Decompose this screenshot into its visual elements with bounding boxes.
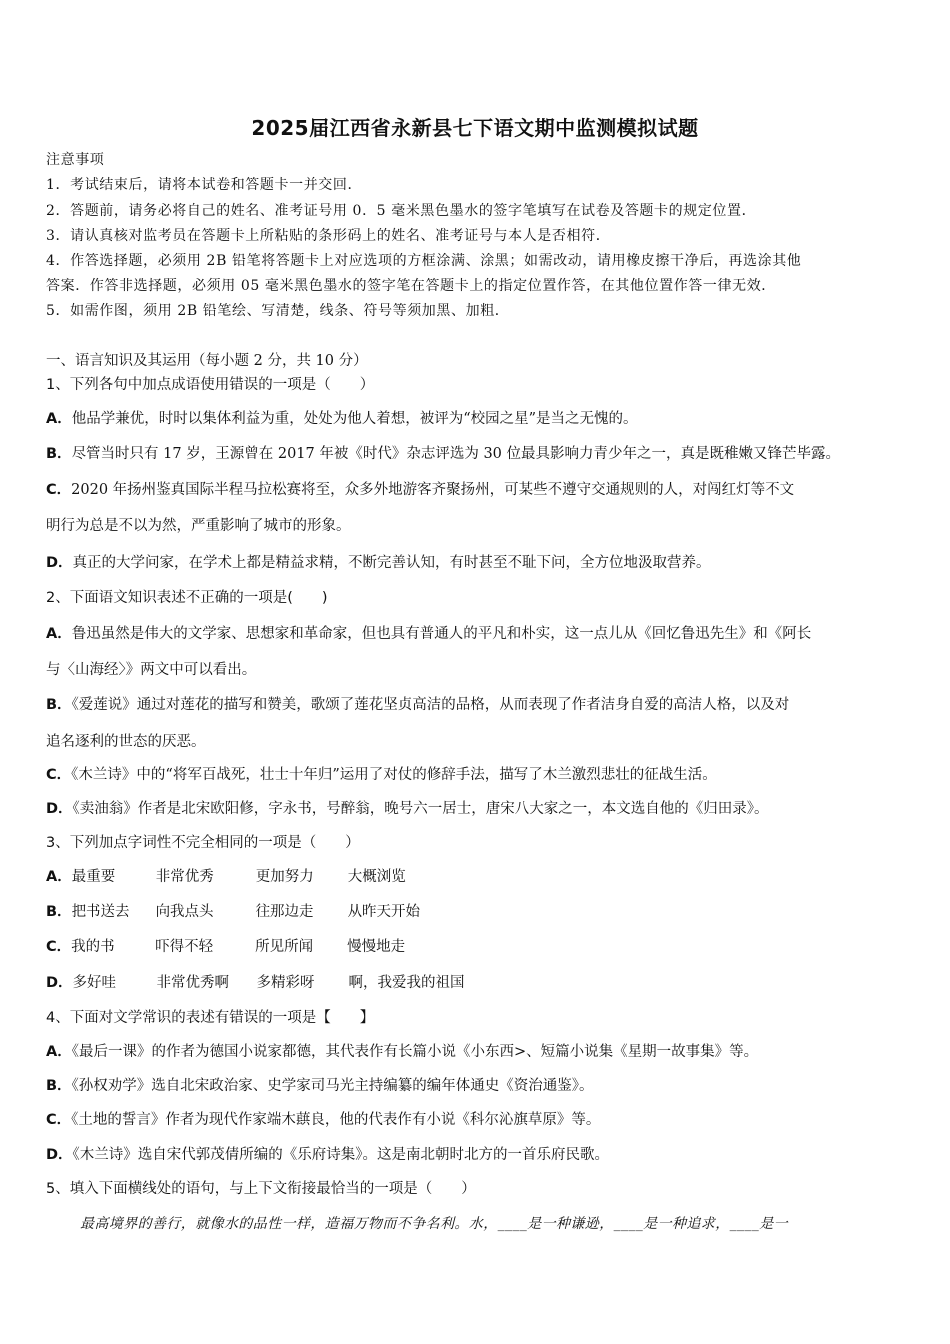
q2-option-d: D．《卖油翁》作者是北宋欧阳修，字永书，号醉翁，晚号六一居士，唐宋八大家之一，本文选自他的《归田录》。	[46, 801, 769, 817]
q2-option-b-cont: 追名逐利的世态的厌恶。	[46, 734, 206, 750]
question-2-stem: 2、下面语文知识表述不正确的一项是( )	[46, 590, 328, 606]
q1-option-d: D．真正的大学问家，在学术上都是精益求精，不断完善认知，有时甚至不耻下问，全方位地汲取营养。	[46, 555, 711, 571]
q4-option-b: B．《孙权劝学》选自北宋政治家、史学家司马光主持编纂的编年体通史《资治通鉴》。	[46, 1078, 594, 1094]
q4-option-c: C．《土地的誓言》作者为现代作家端木蕻良，他的代表作有小说《科尔沁旗草原》等。	[46, 1112, 601, 1128]
q3-option-c: C．我的书 吓得不轻 所见所闻 慢慢地走	[46, 939, 406, 955]
question-4-stem: 4、下面对文学常识的表述有错误的一项是【 】	[46, 1010, 375, 1026]
q1-option-a: A．他品学兼优，时时以集体利益为重，处处为他人着想，被评为“校园之星”是当之无愧的。	[46, 411, 638, 427]
q5-passage: 最高境界的善行，就像水的品性一样，造福万物而不争名利。水，____是一种谦逊，____是一种追求，____是一	[80, 1216, 788, 1232]
notice-item: 4．作答选择题，必须用 2B 铅笔将答题卡上对应选项的方框涂满、涂黑；如需改动，请用橡皮擦干净后，再选涂其他	[46, 253, 802, 269]
q2-option-c: C．《木兰诗》中的“将军百战死，壮士十年归”运用了对仗的修辞手法，描写了木兰激烈悲壮的征战生活。	[46, 767, 717, 783]
question-3-stem: 3、下列加点字词性不完全相同的一项是（ ）	[46, 835, 360, 851]
notice-item: 答案．作答非选择题，必须用 05 毫米黑色墨水的签字笔在答题卡上的指定位置作答，在其他位置作答一律无效．	[46, 278, 776, 294]
q2-option-a-cont: 与〈山海经〉》两文中可以看出。	[46, 662, 257, 678]
question-1-stem: 1、下列各句中加点成语使用错误的一项是（ ）	[46, 377, 375, 393]
notice-item: 2．答题前，请务必将自己的姓名、准考证号用 0．5 毫米黑色墨水的签字笔填写在试卷及答题卡的规定位置．	[46, 203, 757, 219]
notice-item: 1．考试结束后，请将本试卷和答题卡一并交回．	[46, 177, 363, 193]
question-5-stem: 5、填入下面横线处的语句，与上下文衔接最恰当的一项是（ ）	[46, 1181, 476, 1197]
q3-option-d: D．多好哇 非常优秀啊 多精彩呀 啊，我爱我的祖国	[46, 975, 465, 991]
q4-option-d: D．《木兰诗》选自宋代郭茂倩所编的《乐府诗集》。这是南北朝时北方的一首乐府民歌。	[46, 1147, 610, 1163]
section-heading: 一、语言知识及其运用（每小题 2 分，共 10 分）	[46, 353, 368, 369]
q2-option-a: A．鲁迅虽然是伟大的文学家、思想家和革命家，但也具有普通人的平凡和朴实，这一点儿从《回忆鲁迅先生》和《阿长	[46, 626, 812, 642]
q3-option-a: A．最重要 非常优秀 更加努力 大概浏览	[46, 869, 406, 885]
q4-option-a: A．《最后一课》的作者为德国小说家都德，其代表作有长篇小说《小东西>、短篇小说集《星期一故事集》等。	[46, 1044, 759, 1060]
page-title: 2025届江西省永新县七下语文期中监测模拟试题	[251, 116, 699, 140]
notice-item: 5．如需作图，须用 2B 铅笔绘、写清楚，线条、符号等须加黑、加粗．	[46, 303, 510, 319]
notice-heading: 注意事项	[46, 152, 105, 168]
q1-option-b: B．尽管当时只有 17 岁，王源曾在 2017 年被《时代》杂志评选为 30 位最具影响力青少年之一，真是既稚嫩又锋芒毕露。	[46, 446, 841, 462]
q1-option-c-cont: 明行为总是不以为然，严重影响了城市的形象。	[46, 518, 351, 534]
q1-option-c: C．2020 年扬州鉴真国际半程马拉松赛将至，众多外地游客齐聚扬州，可某些不遵守交通规则的人，对闯红灯等不文	[46, 482, 795, 498]
notice-item: 3．请认真核对监考员在答题卡上所粘贴的条形码上的姓名、准考证号与本人是否相符．	[46, 228, 611, 244]
q2-option-b: B．《爱莲说》通过对莲花的描写和赞美，歌颂了莲花坚贞高洁的品格，从而表现了作者洁身自爱的高洁人格，以及对	[46, 697, 790, 713]
q3-option-b: B．把书送去 向我点头 往那边走 从昨天开始	[46, 904, 421, 920]
